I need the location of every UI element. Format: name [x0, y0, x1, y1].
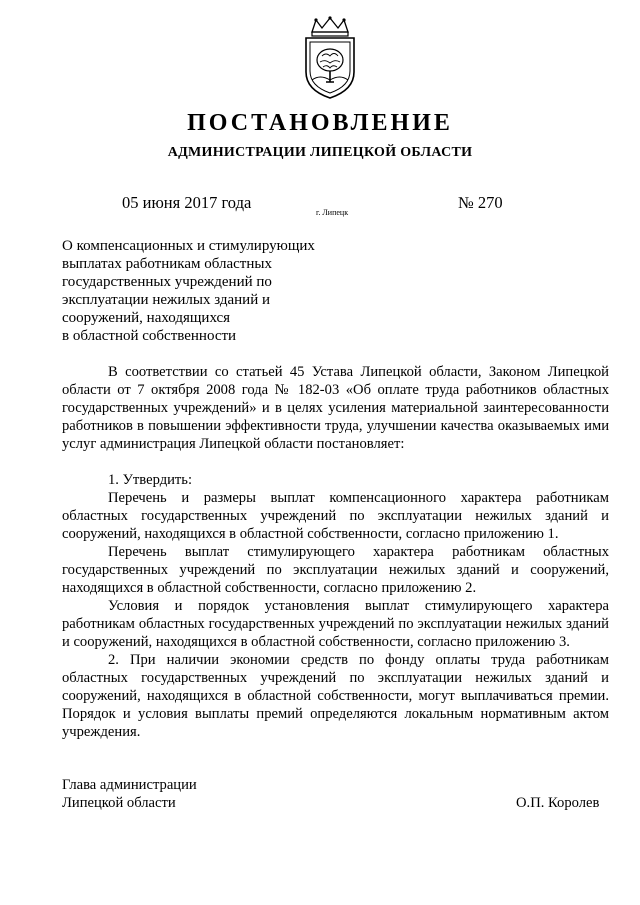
document-title: ПОСТАНОВЛЕНИЕ — [187, 110, 453, 136]
item-1-heading: 1. Утвердить: — [108, 472, 193, 488]
document-date: 05 июня 2017 года — [122, 193, 252, 212]
document-body — [62, 363, 609, 741]
item-2-paragraph: 2. При наличии экономии средств по фонду оплаты труда работникам областных государственных учреждений по эксплуатации нежилых зданий и сооружений, находящихся в областной собственности, могут выплачиваться премии. Порядок и условия выплаты премий определяются локальным нормативным актом учреждения. — [62, 652, 609, 740]
item-1c-paragraph: Условия и порядок установления выплат стимулирующего характера работникам областных государственных учреждений по эксплуатации нежилых зданий и сооружений, находящихся в областной собственности, согласно приложению 3. — [62, 598, 609, 650]
subject-line: в областной собственности — [62, 328, 237, 344]
preamble-paragraph: В соответствии со статьей 45 Устава Липецкой области, Законом Липецкой области от 7 октября 2008 года № 182-03 «Об оплате труда работников областных государственных учреждений» и в целях усиления материальной заинтересованности работников в повышении эффективности труда, улучшении качества оказываемых ими услуг администрация Липецкой области постановляет: — [62, 364, 609, 452]
item-1b-paragraph: Перечень выплат стимулирующего характера работникам областных государственных учреждений по эксплуатации нежилых зданий и сооружений, находящихся в областной собственности, согласно приложению 2. — [62, 544, 609, 596]
subject-line: сооружений, находящихся — [62, 310, 231, 326]
subject-line: О компенсационных и стимулирующих — [62, 238, 315, 254]
document-city: г. Липецк — [316, 208, 349, 217]
subject-line: государственных учреждений по — [62, 274, 272, 290]
signatory-name: О.П. Королев — [516, 795, 600, 811]
position-line: Липецкой области — [62, 795, 176, 811]
item-1a-paragraph: Перечень и размеры выплат компенсационного характера работникам областных государственных учреждений по эксплуатации нежилых зданий и сооружений, находящихся в областной собственности, согласно приложению 1. — [62, 490, 609, 542]
subject-line: эксплуатации нежилых зданий и — [62, 292, 271, 308]
document-number: № 270 — [458, 193, 503, 212]
document-subject — [62, 237, 342, 345]
coat-of-arms-icon — [298, 16, 362, 100]
document-subtitle: АДМИНИСТРАЦИИ ЛИПЕЦКОЙ ОБЛАСТИ — [167, 145, 473, 160]
subject-line: выплатах работникам областных — [62, 256, 272, 272]
position-line: Глава администрации — [62, 777, 197, 793]
signatory-position — [62, 776, 197, 812]
